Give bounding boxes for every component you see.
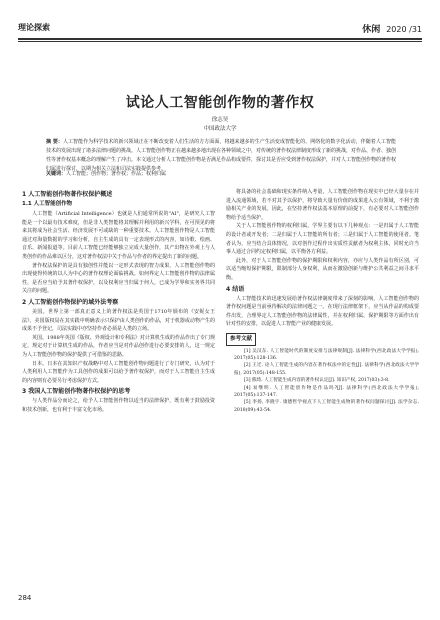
abstract-text: 人工智能作为科学技术的新兴领域正在不断改变着人们生活的方方面面，将越来越多的生产生活变成智能化的、网络化的数字化活动，伴随着人工智能技术的发展出现了诸多法律问题的挑战。人工智能创作物正在越来越多地出现在各种领域之中，对传统的著作权法律制度形成了新的挑战，对作品、作者、独创性等著作权基本概念的理解产生了冲击。本文通过分析人工智能创作物是否满足作品构成要件，探讨其是否应受到著作权法保护，并对人工智能创作物的著作权归属进行探讨，以期为相关立法和司法实践提供参考。 [46, 139, 397, 172]
paragraph: 日本。日本在其知识产权战略中对人工智能创作物问题进行了专门研究，认为对于人类利用人工智能作为工具创作的成果可以给予著作权保护，而对于人工智能自主生成的内容则有必要另行考虑保护方式。 [22, 360, 215, 384]
paragraph: 英国。1988年英国《版权、外观设计和专利法》对计算机生成的作品作出了专门规定，规定对于计算机生成的作品，作者应当是对作品创作进行必要安排的人，这一规定为人工智能创作物的保护提供了可借鉴的思路。 [22, 334, 215, 358]
paragraph: 此外，对于人工智能创作物的保护期限和权利内容，亦应与人类作品有所区别，可以适当缩短保护期限，限制部分人身权利，从而在激励创新与维护公共利益之间寻求平衡。 [226, 257, 419, 281]
paragraph: 将具备的社会基础和现实条件纳入考量，人工智能创作物在现实中已经大量存在并进入流通领域，若不对其予以保护，将导致大量有价值的成果进入公有领域，不利于激励相关产业的发展。因此，在坚持著作权法基本原理的前提下，有必要对人工智能创作物给予适当保护。 [226, 189, 419, 221]
references-heading: 参考文献 [226, 333, 256, 346]
reference-item: [4] 易继明. 人工智能创作物是作品吗?[J]. 法律科学(西北政法大学学报), 2017(05):137-147. [234, 385, 419, 398]
body-column-left [22, 188, 215, 414]
reference-item: [2] 王迁. 论人工智能生成的内容在著作权法中的定性[J]. 法律科学(西北政法大学学报), 2017(05):148-155. [234, 363, 419, 376]
running-header [18, 22, 422, 38]
journal-name: 休闲 [362, 25, 381, 35]
paragraph: 人工智能（Artificial Intelligence）也就是人们通常所说的"AI"，是研究人工智能是一个以最有技术难度，但是非人类智能将其理解并利用的新兴学科，在可预见的将来其将成为社会生活、经济发展不可或缺的一种重要技术。人工智能创作物是人工智能通过对海量数据的学习和分析，自主生成的具有一定表现形式的内容，如诗歌、绘画、音乐、新闻报道等。目前人工智能已经能够独立完成大量创作，其产出物在外观上与人类创作的作品难以区分，这对著作权法中关于作品与作者的界定提出了新的问题。 [22, 211, 215, 260]
author-affiliation: 中国政法大学 [203, 126, 237, 132]
section-heading: 1 人工智能创作物著作权保护概述 [22, 191, 113, 198]
header-rule [18, 38, 422, 40]
body-column-right [226, 188, 419, 414]
keywords-text: 人工智能；创作物；著作权；作品；权利归属 [66, 171, 167, 177]
paragraph: 美国。世界上第一部真正意义上的著作权法是英国于1710年颁布的《安妮女王法》，美国版权局在其实践中明确表示只保护由人类创作的作品，对于机器或动物产生的成果不予登记，司法实践中亦坚持作者必须是人类的立场。 [22, 308, 215, 333]
abstract-label: 摘 要： [46, 139, 63, 145]
subsection-heading: 1.1 人工智能创作物 [22, 201, 73, 207]
keywords-label: 关键词： [46, 171, 67, 177]
section-heading: 2 人工智能创作物保护的域外法考察 [22, 298, 119, 306]
paragraph: 著作权法保护的是具有独创性并能以一定形式表现的智力成果，人工智能创作物的出现使得传统的以人为中心的著作权理论面临挑战。如何界定人工智能创作物的法律属性，是否应当给予其著作权保护，以及权利应当归属于何人，已成为学界和实务界共同关注的问题。 [22, 262, 215, 295]
abstract [46, 138, 396, 174]
paragraph: 关于人工智能创作物的权利归属，学界主要有以下几种观点：一是归属于人工智能的设计者或开发者；二是归属于人工智能的所有者；三是归属于人工智能的使用者。笔者认为，应当结合具体情况，以对创作过程作出实质性贡献者为权利主体，同时允许当事人通过合同约定权利归属，以平衡各方利益。 [226, 223, 419, 256]
journal-info [362, 22, 422, 35]
issue-number: 2020 /31 [386, 25, 422, 34]
section-heading: 3 我国人工智能创作物著作权保护的思考 [22, 388, 131, 396]
reference-item: [1] 吴汉东. 人工智能时代的制度安排与法律规制[J]. 法律科学(西北政法大学学报), 2017(05):128-136. [234, 348, 419, 361]
paragraph: 与人类作品分而论之，给予人工智能创作物以适当的法律保护，既有利于鼓励投资和技术创新，也有利于丰富文化市场。 [22, 398, 215, 413]
page-number: 284 [18, 594, 32, 602]
section-label: 理论探索 [18, 23, 50, 32]
paragraph: 人工智能技术的迅速发展给著作权法律制度带来了深刻的影响，人工智能创作物的著作权问题是当前亟待解决的法律问题之一。在现行法律框架下，应当从作品的构成要件出发，合理界定人工智能创作物的法律属性，并在权利归属、保护期限等方面作出有针对性的安排，以促进人工智能产业的健康发展。 [226, 295, 419, 328]
body-right-content [226, 188, 419, 329]
author-name: 徐志昊 [211, 117, 229, 123]
references-list [226, 348, 419, 415]
header-rule-thin [18, 41, 422, 42]
keywords [46, 170, 396, 178]
reference-item: [3] 熊琦. 人工智能生成内容的著作权认定[J]. 知识产权, 2017(03):3-8. [244, 378, 390, 384]
reference-item: [5] 李扬, 李晓宇. 康德哲学视点下人工智能生成物的著作权问题探讨[J]. 法学杂志, 2018(09):43-54. [234, 400, 419, 413]
article-title: 试论人工智能创作物的著作权 [125, 95, 315, 111]
section-heading: 4 结语 [226, 285, 245, 293]
